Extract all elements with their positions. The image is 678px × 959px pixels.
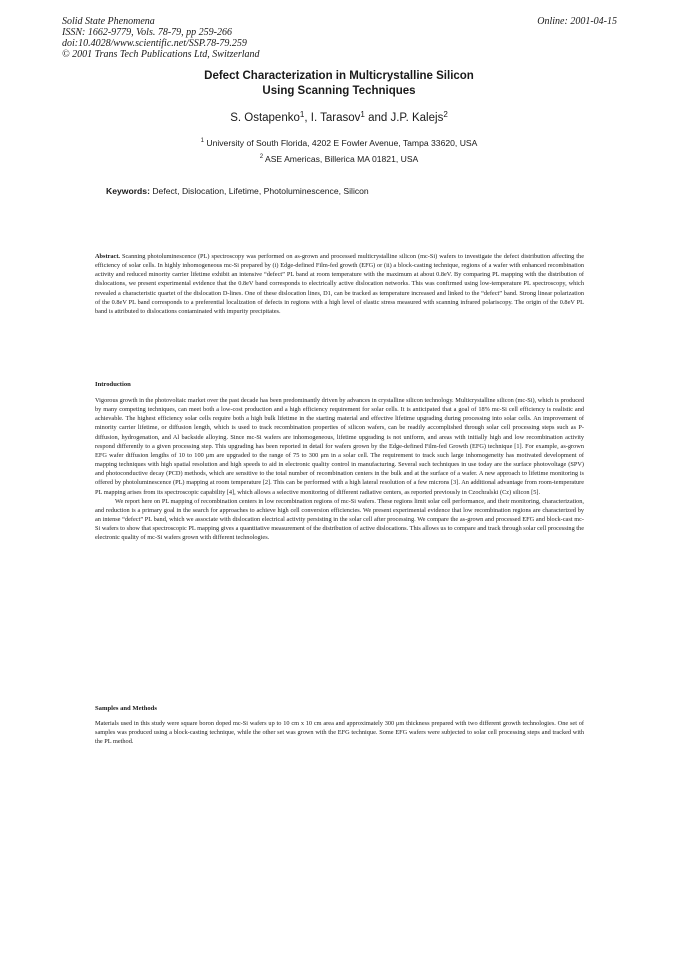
affiliation-text: ASE Americas, Billerica MA 01821, USA xyxy=(264,154,419,164)
title-line-2: Using Scanning Techniques xyxy=(262,85,416,97)
affiliation-marker: 1 xyxy=(200,138,204,144)
paragraph: We report here on PL mapping of recombination centers in low recombination regions of mc-Si wafers. These regions limit solar cell performance, and their monitoring, characterization, and reduction is a primary goal in the search for approaches to achieve high cell conversion efficiencies. We present experimental evidence that low recombination regions are characterized by an intense “defect” PL band, which we associate with dislocation electrical activity persisting in the solar cell after processing. We compare the as-grown and processed EFG and block-cast mc-Si wafers to show that spectroscopic PL mapping gives a quantitative measurement of the distribution of active dislocations. This allows us to compare and track through solar cell processing the electronic quality of mc-Si wafers grown with different technologies. xyxy=(95,497,584,542)
keywords-label: Keywords: xyxy=(106,186,150,196)
online-date: Online: 2001-04-15 xyxy=(537,16,617,27)
paragraph: Materials used in this study were square boron doped mc-Si wafers up to 10 cm x 10 cm area and approximately 300 μm thickness prepared with two different growth technologies. One set of samples was produced using a block-casting technique, while the other set was grown with the EFG technique. Some EFG wafers were subjected to solar cell processing steps and tracked with the PL method. xyxy=(95,720,584,746)
author-ostapenko: S. Ostapenko xyxy=(230,112,300,124)
journal-doi[interactable]: doi:10.4028/www.scientific.net/SSP.78-79.259 xyxy=(62,38,247,49)
abstract-label: Abstract. xyxy=(95,253,121,260)
affiliation-1 xyxy=(0,138,678,149)
journal-issn: ISSN: 1662-9779, Vols. 78-79, pp 259-266 xyxy=(62,27,232,38)
section-heading-methods: Samples and Methods xyxy=(95,705,157,712)
abstract xyxy=(95,252,584,316)
author-separator: , xyxy=(304,112,311,124)
keywords xyxy=(106,186,369,197)
author-separator: and xyxy=(364,112,391,124)
paragraph: Vigorous growth in the photovoltaic market over the past decade has been predominantly driven by advances in crystalline silicon technology. Multicrystalline silicon (mc-Si), which is produced by many competing techniques, can meet both a low-cost production and a high efficiency requirement for solar cells. It is anticipated that a goal of 18% mc-Si cell efficiency is realistic and achievable. The highest efficiency solar cells require both a high bulk lifetime in the starting material and effective lifetime upgrading during processing into solar cells. An improvement of minority carrier lifetime, or diffusion length, which is used to track recombination properties of silicon wafers, can be readily accomplished through solar cell processing steps such as P-diffusion, hydrogenation, and Al backside alloying. Since mc-Si wafers are inhomogeneous, lifetime upgrading is not uniform, and areas with initially high and low recombination activity respond differently to a given processing step. This upgrading has been reported in detail for wafers grown by the Edge-defined Film-fed Growth (EFG) technique [1]. For example, as-grown EFG wafer diffusion lengths of 10 to 100 μm are upgraded to the range of 75 to 300 μm in a solar cell. The requirement to track such large inhomogeneity has motivated development of mapping techniques with high spatial resolution and high speeds to aid in electronic quality control in manufacturing. Several such techniques in use today are the surface photovoltage (SPV) and photoconductive decay (PCD) methods, which are sensitive to the total number of recombination centers in the bulk and at the surface of a wafer. A new approach to lifetime monitoring is offered by photoluminescence (PL) mapping at room temperature [2]. This can be performed with a high lateral resolution of a few microns [3]. An additional advantage from room-temperature PL mapping arises from its spectroscopic capability [4], which allows a selective monitoring of different radiative centers, as reported previously in Czochralski (Cz) silicon [5]. xyxy=(95,397,584,496)
author-ostapenko-affil: 1 xyxy=(299,110,305,119)
author-kalejs: J.P. Kalejs xyxy=(390,112,444,124)
author-kalejs-affil: 2 xyxy=(443,110,448,119)
abstract-text: Scanning photoluminescence (PL) spectroscopy was performed on as-grown and processed multicrystalline silicon (mc-Si) wafers to investigate the defect distribution affecting the efficiency of solar cells. In highly inhomogeneous mc-Si prepared by (i) Edge-defined Film-fed growth (EFG) or (ii) a block-casting technique, regions of a wafer with enhanced recombination activity and reduced minority carrier lifetime exhibit an intensive “defect” PL band at room temperature with the maximum at about 0.8eV. By comparing PL mapping with the distribution of dislocations, we present experimental evidence that the 0.8eV band corresponds to electrically active dislocation networks. This was confirmed using low-temperature PL spectroscopy, which revealed a characteristic quartet of the dislocation D-lines. One of these dislocation lines, D1, can be tracked as temperature increased and linked to the “defect” band. Strong linear polarization of the 0.8eV PL band corresponds to a preferential localization of defects in regions with a high level of elastic stress measured with scanning infrared polariscopy. The origin of the 0.8eV PL band is attributed to dislocations contaminated with impurity precipitates. xyxy=(95,253,584,315)
methods-body xyxy=(95,719,584,746)
title-line-1: Defect Characterization in Multicrystalline Silicon xyxy=(204,70,474,82)
author-list xyxy=(0,111,678,125)
journal-header xyxy=(62,16,260,60)
affiliation-2 xyxy=(0,154,678,165)
affiliation-marker: 2 xyxy=(259,154,264,160)
journal-copyright: © 2001 Trans Tech Publications Ltd, Switzerland xyxy=(62,49,260,60)
keywords-list: Defect, Dislocation, Lifetime, Photoluminescence, Silicon xyxy=(152,186,369,196)
journal-name: Solid State Phenomena xyxy=(62,16,155,27)
paper-title xyxy=(0,69,678,99)
affiliation-text: University of South Florida, 4202 E Fowler Avenue, Tampa 33620, USA xyxy=(206,138,478,148)
author-tarasov: I. Tarasov xyxy=(310,112,361,124)
author-tarasov-affil: 1 xyxy=(360,110,365,119)
introduction-body xyxy=(95,396,584,543)
section-heading-introduction: Introduction xyxy=(95,381,131,388)
